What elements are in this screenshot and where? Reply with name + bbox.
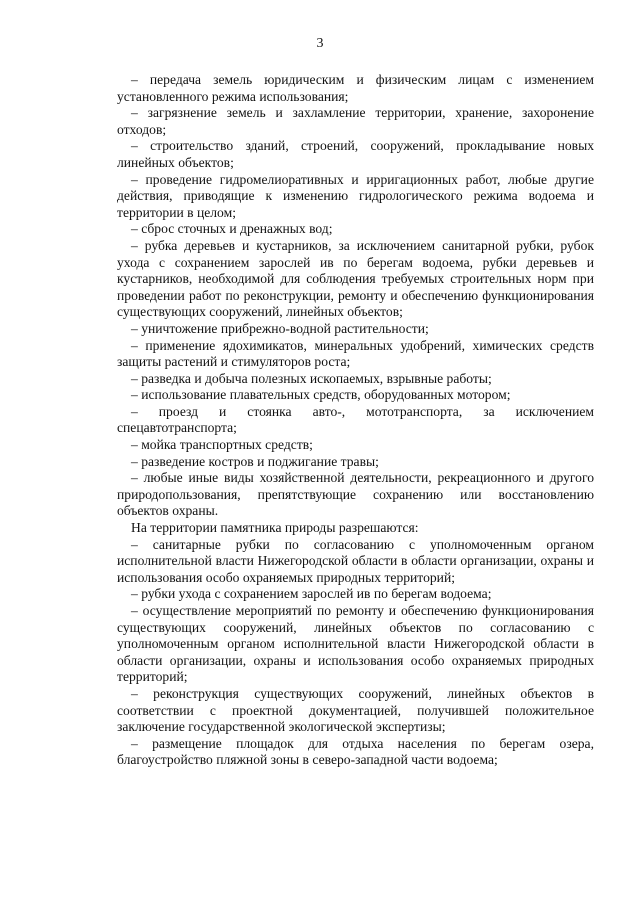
prohibited-item-motor-boats: – использование плавательных средств, оборудованных мотором; (131, 387, 511, 403)
prohibited-item-vehicle-washing: – мойка транспортных средств; (131, 437, 313, 453)
permitted-item-recreation-areas: – размещение площадок для отдыха населения по берегам озера, благоустройство пляжной зоны в северо-западной части водоема; (117, 735, 594, 768)
prohibited-item-chemicals: – применение ядохимикатов, минеральных удобрений, химических средств защиты растений и стимуляторов роста; (117, 337, 594, 370)
prohibited-item-hydromelioration: – проведение гидромелиоративных и ирригационных работ, любые другие действия, приводящие к изменению гидрологического режима водоема и территории в целом; (117, 171, 594, 220)
prohibited-item-fires: – разведение костров и поджигание травы; (131, 453, 379, 469)
prohibited-item-vehicles: – проезд и стоянка авто-, мототранспорта, за исключением спецавтотранспорта; (117, 403, 594, 436)
prohibited-item-land-pollution: – загрязнение земель и захламление территории, хранение, захоронение отходов; (117, 105, 594, 137)
permitted-item-repair-works: – осуществление мероприятий по ремонту и обеспечению функционирования существующих сооружений, линейных объектов по согласованию с уполномоченным органом исполнительной власти Нижегородской области в области организации, охраны и использования особо охраняемых природных территорий; (117, 603, 594, 685)
prohibited-item-land-transfer: – передача земель юридическим и физическим лицам с изменением установленного режима использования; (117, 72, 594, 104)
permitted-item-care-felling: – рубки ухода с сохранением зарослей ив по берегам водоема; (131, 586, 492, 602)
prohibited-item-construction: – строительство зданий, строений, сооружений, прокладывание новых линейных объектов; (117, 138, 594, 170)
prohibited-item-wastewater: – сброс сточных и дренажных вод; (131, 221, 333, 237)
prohibited-item-vegetation: – уничтожение прибрежно-водной растительности; (131, 320, 429, 336)
permitted-heading: На территории памятника природы разрешаются: (131, 520, 419, 536)
document-body (117, 72, 594, 769)
prohibited-item-tree-felling: – рубка деревьев и кустарников, за исключением санитарной рубки, рубок ухода с сохранением зарослей ив по берегам водоема, рубки деревьев и кустарников, необходимой для соблюдения требуемых строительных норм при проведении работ по реконструкции, ремонту и обеспечению функционирования существующих сооружений, линейных объектов; (117, 237, 594, 320)
prohibited-item-mining: – разведка и добыча полезных ископаемых, взрывные работы; (131, 370, 492, 386)
page-number: 3 (316, 36, 324, 51)
prohibited-item-other-activity: – любые иные виды хозяйственной деятельности, рекреационного и другого природопользования, препятствующие сохранению или восстановлению объектов охраны. (117, 470, 594, 519)
permitted-item-reconstruction: – реконструкция существующих сооружений, линейных объектов в соответствии с проектной документацией, получившей положительное заключение государственной экологической экспертизы; (117, 685, 594, 735)
permitted-item-sanitary-felling: – санитарные рубки по согласованию с уполномоченным органом исполнительной власти Нижегородской области в области организации, охраны и использования особо охраняемых природных территорий; (117, 536, 594, 585)
